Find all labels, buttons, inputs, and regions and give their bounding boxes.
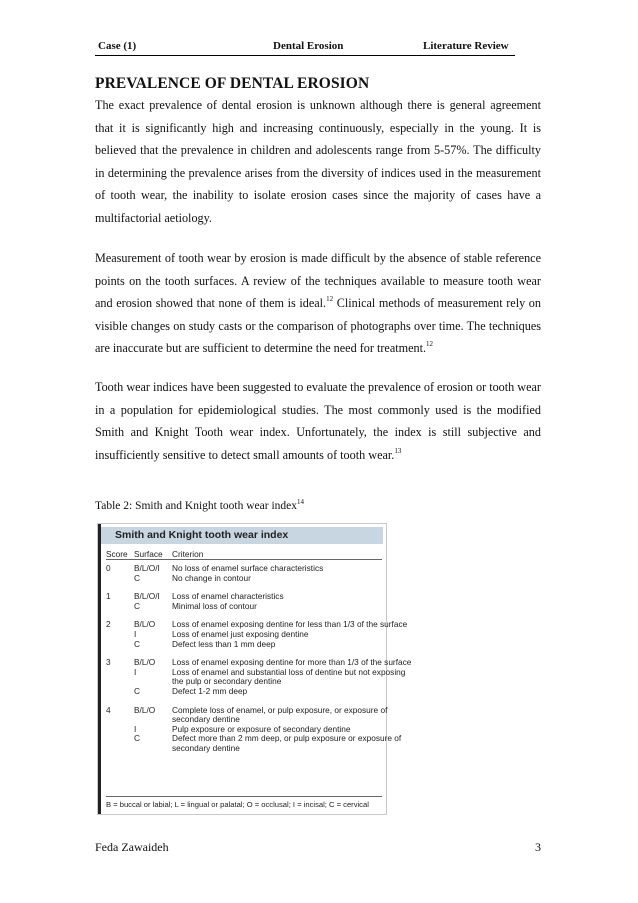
- score-cell: 1: [106, 591, 111, 602]
- criterion-cell: Loss of enamel exposing dentine for less than 1/3 of the surface: [172, 619, 408, 630]
- citation-ref: 13: [394, 446, 402, 455]
- criterion-cell: Complete loss of enamel, or pulp exposure, or exposure of: [172, 704, 388, 715]
- table-footnote: B = buccal or labial; L = lingual or palatal; O = occlusal; I = incisal; C = cervical: [106, 800, 369, 809]
- column-header-surface: Surface: [134, 549, 163, 559]
- surface-cell: B/L/O/I: [134, 591, 160, 602]
- criterion-cell: Loss of enamel and substantial loss of dentine but not exposing: [172, 666, 406, 677]
- citation-ref: 14: [297, 498, 305, 506]
- paragraph-prevalence: The exact prevalence of dental erosion is unknown although there is general agreement that it is significantly high and increasing continuously, especially in the young. It is believed that the prevalence in children and adolescents range from 5-57%. The difficulty in determining the prevalence arises from the diversity of indices used in the measurement of tooth wear, the inability to isolate erosion cases since the majority of cases have a multifactorial aetiology.: [95, 98, 541, 225]
- surface-cell: B/L/O: [134, 619, 156, 630]
- surface-cell: C: [134, 600, 140, 611]
- table-title: Smith and Knight tooth wear index: [101, 527, 383, 544]
- surface-cell: C: [134, 686, 140, 696]
- surface-cell: C: [134, 733, 140, 744]
- score-cell: 4: [106, 704, 111, 715]
- criterion-cell: the pulp or secondary dentine: [172, 676, 282, 687]
- page-number: 3: [535, 840, 541, 854]
- criterion-cell: Defect 1-2 mm deep: [172, 686, 248, 696]
- surface-cell: B/L/O: [134, 704, 156, 715]
- paragraph-measurement-text-b: Clinical methods of measurement rely on visible changes on study casts or the comparison of photographs over time. The techniques are inaccurate but are sufficient to determine the need for treatment.: [95, 296, 541, 355]
- header-topic: Dental Erosion: [273, 40, 344, 52]
- surface-cell: B/L/O: [134, 657, 156, 668]
- criterion-cell: Loss of enamel just exposing dentine: [172, 629, 309, 639]
- column-header-score: Score: [106, 549, 128, 559]
- score-cell: 0: [106, 563, 111, 573]
- section-heading: PREVALENCE OF DENTAL EROSION: [95, 75, 370, 92]
- paragraph-indices-text: Tooth wear indices have been suggested to evaluate the prevalence of erosion or tooth wear in a population for epidemiological studies. The most commonly used is the modified Smith and Knight Tooth wear index. Unfortunately, the index is still subjective and insufficiently sensitive to detect small amounts of tooth wear.: [95, 380, 541, 462]
- criterion-cell: secondary dentine: [172, 743, 240, 753]
- surface-cell: I: [134, 723, 137, 734]
- tooth-wear-index-table: [97, 523, 412, 815]
- surface-cell: C: [134, 572, 140, 583]
- surface-cell: C: [134, 638, 140, 649]
- table-caption: [95, 498, 304, 512]
- table-rule: [106, 559, 382, 560]
- criterion-cell: Defect more than 2 mm deep, or pulp exposure or exposure of: [172, 733, 402, 744]
- surface-cell: I: [134, 666, 137, 677]
- surface-cell: I: [134, 629, 137, 639]
- criterion-cell: Minimal loss of contour: [172, 600, 257, 611]
- criterion-cell: No loss of enamel surface characteristics: [172, 563, 324, 573]
- citation-ref: 12: [426, 340, 434, 348]
- table-rule: [106, 796, 382, 797]
- header-section: Literature Review: [423, 40, 509, 52]
- criterion-cell: secondary dentine: [172, 714, 240, 725]
- score-cell: 3: [106, 657, 111, 668]
- criterion-cell: Loss of enamel characteristics: [172, 591, 284, 602]
- criterion-cell: No change in contour: [172, 572, 251, 583]
- score-cell: 2: [106, 619, 111, 630]
- surface-cell: B/L/O/I: [134, 563, 160, 573]
- citation-ref: 12: [326, 295, 334, 303]
- paragraph-measurement: [95, 247, 541, 360]
- criterion-cell: Pulp exposure or exposure of secondary dentine: [172, 723, 351, 734]
- column-header-criterion: Criterion: [172, 549, 204, 559]
- criterion-cell: Loss of enamel exposing dentine for more than 1/3 of the surface: [172, 657, 412, 668]
- table-caption-text: Table 2: Smith and Knight tooth wear index: [95, 500, 298, 512]
- paragraph-indices: [95, 376, 541, 466]
- table-left-edge: [98, 524, 101, 814]
- running-header: [95, 40, 515, 56]
- paragraph-measurement-text-a: Measurement of tooth wear by erosion is made difficult by the absence of stable reference points on the tooth surfaces. A review of the techniques available to measure tooth wear and erosion showed that none of them is ideal.: [95, 251, 541, 310]
- criterion-cell: Defect less than 1 mm deep: [172, 638, 276, 649]
- footer-author: Feda Zawaideh: [95, 840, 169, 854]
- header-case: Case (1): [98, 40, 137, 52]
